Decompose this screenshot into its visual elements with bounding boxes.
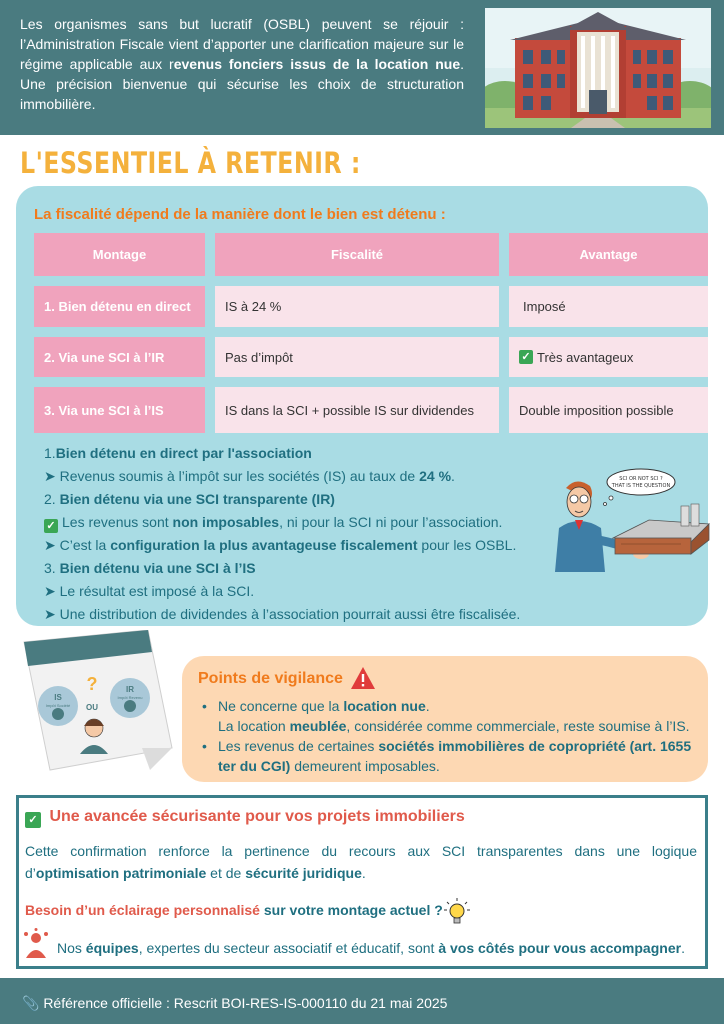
avancee-box bbox=[16, 795, 708, 969]
table-header-fiscalite: Fiscalité bbox=[215, 233, 499, 276]
list-item: ➤ Revenus soumis à l’impôt sur les sociétés (IS) au taux de 24 %. bbox=[44, 468, 455, 484]
section-title: L'ESSENTIEL À RETENIR : bbox=[20, 146, 361, 180]
footer bbox=[0, 978, 724, 1024]
bubble-text-2: THAT IS THE QUESTION bbox=[611, 483, 671, 489]
cartoon-man-illustration bbox=[541, 468, 711, 583]
bubble-text-1: SCI OR NOT SCI ? bbox=[619, 476, 663, 482]
list-item: • Les revenus de certaines sociétés immobilières de copropriété (art. 1655 ter du CGI) demeurent imposables. bbox=[202, 736, 702, 776]
warning-icon bbox=[350, 666, 376, 690]
avancee-paragraph: Cette confirmation renforce la pertinence du recours aux SCI transparentes dans une logique d’optimisation patrimoniale et de sécurité juridique. bbox=[25, 843, 697, 881]
ir-badge-title: IR bbox=[126, 685, 134, 694]
check-icon: ✓ bbox=[25, 812, 41, 828]
table-header-montage: Montage bbox=[34, 233, 205, 276]
building-illustration bbox=[485, 8, 711, 128]
fiscalite-panel bbox=[16, 186, 708, 626]
avancee-title: ✓ Une avancée sécurisante pour vos projets immobiliers bbox=[25, 808, 465, 828]
table-cell-avantage: Double imposition possible bbox=[509, 387, 708, 433]
list-item: ✓ Les revenus sont non imposables, ni pour la SCI ni pour l’association. bbox=[44, 511, 564, 534]
list-item: 1.Bien détenu en direct par l'association bbox=[44, 445, 312, 461]
list-item: 3. Bien détenu via une SCI à l’IS bbox=[44, 560, 256, 576]
explanation-list bbox=[44, 442, 564, 626]
check-icon: ✓ bbox=[519, 350, 533, 364]
list-item: • Ne concerne que la location nue. La location meublée, considérée comme commerciale, reste soumise à l’IS. bbox=[202, 696, 702, 736]
table-cell-montage: 2. Via une SCI à l’IR bbox=[34, 337, 205, 377]
table-cell-montage: 1. Bien détenu en direct bbox=[34, 286, 205, 327]
check-icon: ✓ bbox=[44, 519, 58, 533]
intro-paragraph: Les organismes sans but lucratif (OSBL) peuvent se réjouir : l’Administration Fiscale vient d’apporter une clarification majeure sur le régime applicable aux revenus fonciers issus de la location nue. Une précision bienvenue qui sécurise les choix de structuration immobilière. bbox=[20, 16, 465, 112]
svg-text:?: ? bbox=[86, 674, 98, 694]
lightbulb-icon bbox=[444, 897, 470, 927]
is-or-ir-book-illustration bbox=[20, 630, 178, 780]
ou-label: OU bbox=[86, 703, 98, 712]
vigilance-box bbox=[182, 656, 708, 782]
is-badge-title: IS bbox=[54, 693, 62, 702]
team-statement: Nos équipes, expertes du secteur associatif et éducatif, sont à vos côtés pour vous accompagner. bbox=[57, 940, 685, 956]
contact-question: Besoin d’un éclairage personnalisé sur votre montage actuel ? bbox=[25, 902, 443, 918]
table-cell-fiscalite: IS dans la SCI + possible IS sur dividendes bbox=[215, 387, 499, 433]
table-cell-fiscalite: IS à 24 % bbox=[215, 286, 499, 327]
vigilance-list bbox=[202, 696, 702, 776]
table-cell-avantage-row bbox=[509, 337, 708, 377]
list-item: ➤ C’est la configuration la plus avantageuse fiscalement pour les OSBL. bbox=[44, 537, 517, 553]
is-badge-subtitle: Impôt Société bbox=[45, 703, 71, 708]
official-reference: 📎 Référence officielle : Rescrit BOI-RES-IS-000110 du 21 mai 2025 bbox=[22, 995, 448, 1011]
header-banner bbox=[0, 0, 724, 135]
ir-badge-subtitle: Impôt Revenu bbox=[117, 695, 143, 700]
table-cell-avantage: Imposé bbox=[509, 286, 708, 327]
team-icon bbox=[21, 928, 51, 964]
table-cell-fiscalite: Pas d’impôt bbox=[215, 337, 499, 377]
list-item: ➤ Le résultat est imposé à la SCI. bbox=[44, 583, 255, 599]
table-header-avantage: Avantage bbox=[509, 233, 708, 276]
table-cell-montage: 3. Via une SCI à l’IS bbox=[34, 387, 205, 433]
vigilance-title: Points de vigilance bbox=[198, 670, 343, 687]
list-item: 2. Bien détenu via une SCI transparente (IR) bbox=[44, 491, 335, 507]
list-item: ➤ Une distribution de dividendes à l’association pourrait aussi être fiscalisée. bbox=[44, 606, 521, 622]
panel-title: La fiscalité dépend de la manière dont le bien est détenu : bbox=[34, 206, 446, 223]
table-cell-avantage: Très avantageux bbox=[537, 349, 634, 365]
